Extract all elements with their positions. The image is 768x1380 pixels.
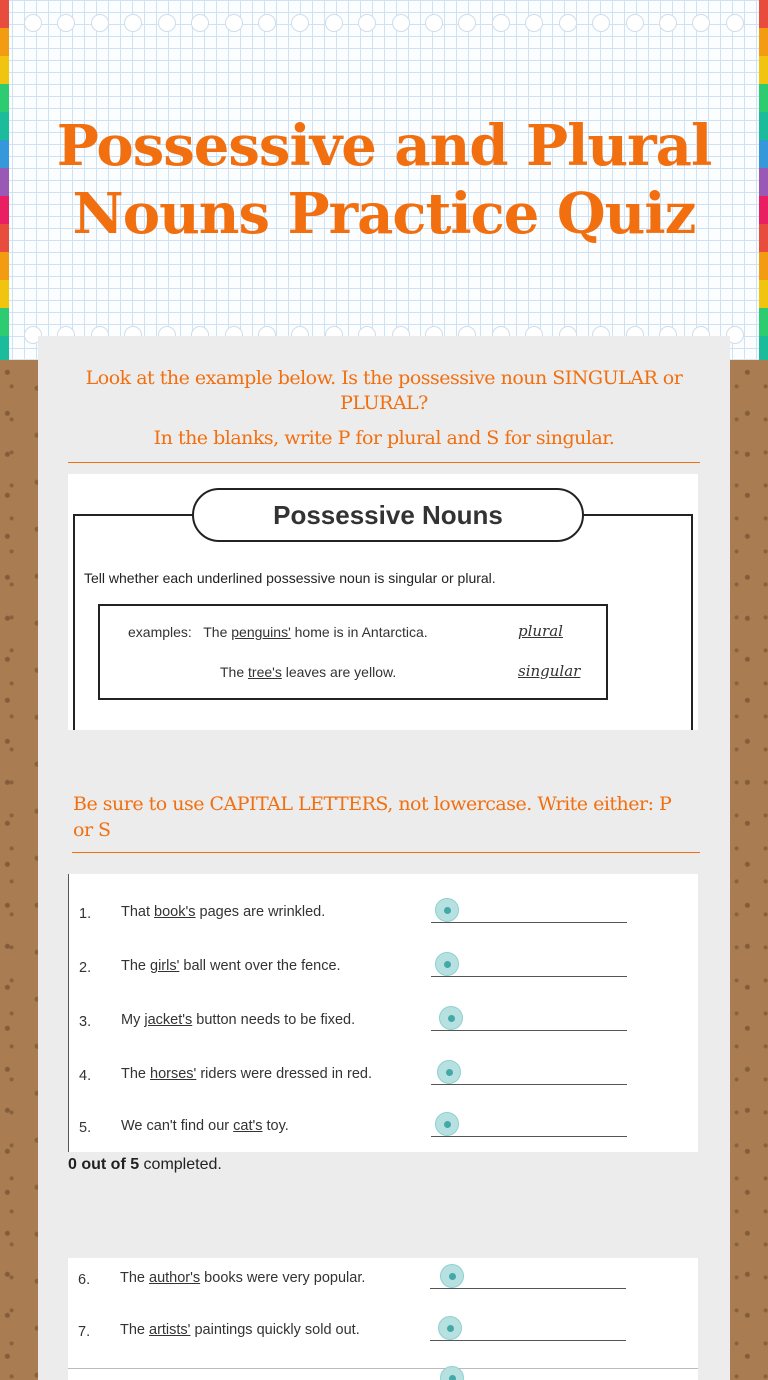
progress-suffix: completed. <box>139 1156 222 1173</box>
answer-input-hotspot[interactable] <box>438 1316 462 1340</box>
answer-blank <box>431 1030 627 1031</box>
question-row: 5. We can't find our cat's toy. <box>69 1114 699 1144</box>
header-banner <box>0 0 768 360</box>
answer-input-hotspot[interactable] <box>440 1366 464 1380</box>
example-directions: Tell whether each underlined possessive noun is singular or plural. <box>84 570 496 586</box>
answer-blank <box>431 1136 627 1137</box>
example-1: examples: The penguins' home is in Antarctica. <box>128 624 428 640</box>
binder-holes-top <box>24 14 744 32</box>
example-2: The tree's leaves are yellow. <box>220 664 397 680</box>
divider <box>68 462 700 463</box>
question-sheet-2 <box>68 1258 698 1380</box>
capital-letters-reminder: Be sure to use CAPITAL LETTERS, not lowercase. Write either: P or S <box>73 793 672 841</box>
question-row: 4. The horses' riders were dressed in red. <box>69 1062 699 1092</box>
instructions <box>68 366 700 451</box>
example-1-answer: plural <box>518 622 563 640</box>
answer-blank <box>430 1288 626 1289</box>
instructions-line1: Look at the example below. Is the possessive noun SINGULAR or PLURAL? <box>85 367 683 414</box>
page-title: Possessive and Plural Nouns Practice Quiz <box>56 113 712 247</box>
progress-count: 0 out of 5 <box>68 1156 140 1173</box>
example-2-answer: singular <box>518 662 581 680</box>
question-row: 7. The artists' paintings quickly sold out. <box>68 1318 698 1348</box>
question-row: 6. The author's books were very popular. <box>68 1266 698 1296</box>
example-box <box>98 604 608 700</box>
answer-blank <box>431 922 627 923</box>
question-sheet-1 <box>68 874 698 1152</box>
instructions-line2: In the blanks, write P for plural and S for singular. <box>153 427 615 449</box>
answer-blank <box>431 1084 627 1085</box>
answer-input-hotspot[interactable] <box>437 1060 461 1084</box>
question-row: 3. My jacket's button needs to be fixed. <box>69 1008 699 1038</box>
answer-input-hotspot[interactable] <box>435 1112 459 1136</box>
progress-status <box>68 1156 222 1174</box>
answer-input-hotspot[interactable] <box>435 952 459 976</box>
answer-input-hotspot[interactable] <box>435 898 459 922</box>
answer-blank <box>430 1340 626 1341</box>
question-row-partial <box>68 1368 698 1380</box>
answer-input-hotspot[interactable] <box>439 1006 463 1030</box>
rainbow-stripe-left <box>0 0 9 360</box>
rainbow-stripe-right <box>759 0 768 360</box>
question-row: 2. The girls' ball went over the fence. <box>69 954 699 984</box>
answer-input-hotspot[interactable] <box>440 1264 464 1288</box>
example-image <box>68 474 698 730</box>
example-heading: Possessive Nouns <box>192 488 584 542</box>
divider <box>72 852 700 853</box>
worksheet-card <box>38 336 730 1380</box>
answer-blank <box>431 976 627 977</box>
question-row: 1. That book's pages are wrinkled. <box>69 900 699 930</box>
